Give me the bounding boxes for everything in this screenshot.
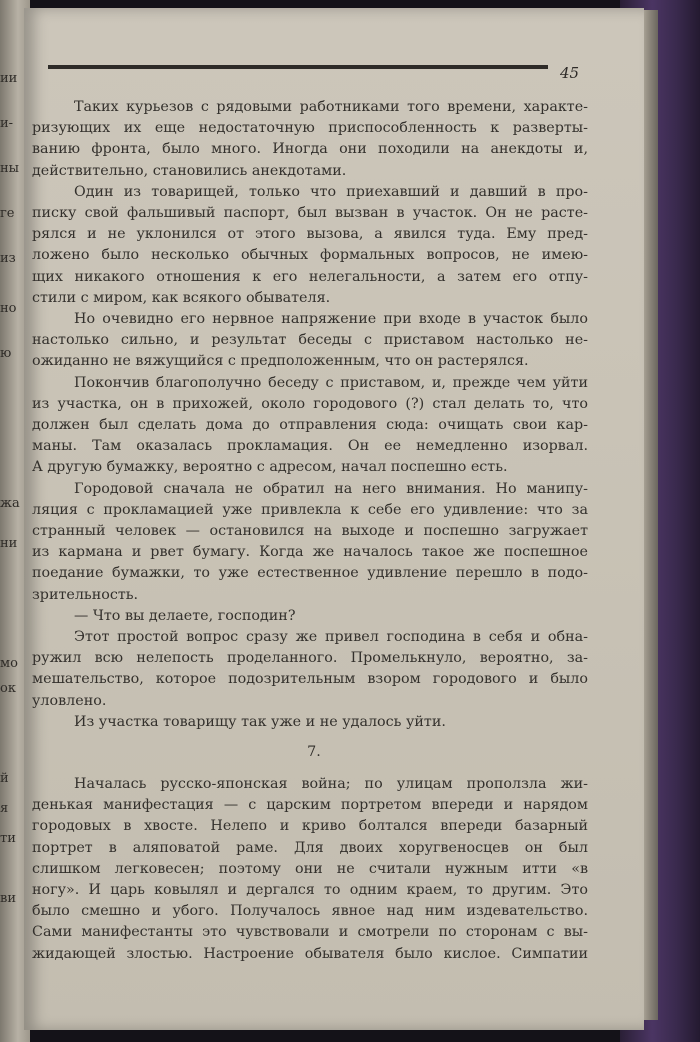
text-line: действительно, становились анекдотами. — [32, 162, 347, 179]
left-page-fragment: из — [0, 251, 16, 266]
left-page-fragment: и- — [0, 116, 14, 131]
page-text-section — [32, 774, 588, 965]
text-line: жидающей злостью. Настроение обывателя было кислое. Симпатии — [32, 945, 588, 962]
text-line: из кармана и рвет бумагу. Когда же началось такое же поспешное — [32, 544, 588, 561]
text-line: Началась русско-японская война; по улицам проползла жи- — [74, 776, 588, 792]
page-text — [32, 97, 588, 733]
text-line: уловлено. — [32, 692, 107, 709]
text-line: ружил всю нелепость проделанного. Промелькнуло, вероятно, за- — [32, 650, 588, 667]
book-page — [24, 8, 644, 1030]
text-line: — Что вы делаете, господин? — [74, 607, 296, 624]
left-page-fragment: й — [0, 771, 9, 786]
text-line: должен был сделать дома до отправления сюда: очищать свои кар- — [32, 417, 588, 434]
text-line: слишком легковесен; поэтому они не считали нужным итти «в — [32, 860, 588, 877]
left-page-fragment: ни — [0, 536, 18, 551]
text-line: ванию фронта, было много. Иногда они походили на анекдоты и, — [32, 141, 588, 158]
text-line: городовых в хвосте. Нелепо и криво болтался впереди базарный — [32, 818, 588, 835]
text-line: Из участка товарищу так уже и не удалось уйти. — [74, 713, 446, 730]
left-page-fragment: ге — [0, 206, 15, 221]
left-page-fragment: ю — [0, 346, 12, 361]
text-line: поедание бумажки, то уже естественное удивление перешло в подо- — [32, 565, 588, 582]
text-line: было смешно и убого. Получалось явное над ним издевательство. — [32, 903, 588, 920]
text-line: щих никакого отношения к его нелегальности, а затем его отпу- — [32, 268, 588, 285]
text-line: Один из товарищей, только что приехавший и давший в про- — [74, 183, 588, 200]
text-line: Таких курьезов с рядовыми работниками того времени, характе- — [74, 99, 588, 115]
left-page-fragment: ти — [0, 831, 16, 846]
section-number: 7. — [307, 744, 321, 760]
text-line: настолько сильно, и результат беседы с приставом настолько не- — [32, 332, 588, 349]
left-page-fragment: мо — [0, 656, 18, 671]
left-page-fragment: ок — [0, 681, 16, 696]
text-line: Городовой сначала не обратил на него внимания. Но манипу- — [74, 480, 588, 497]
text-line: Но очевидно его нервное напряжение при входе в участок было — [74, 311, 588, 328]
text-line: странный человек — остановился на выходе и поспешно загружает — [32, 523, 588, 540]
text-line: мешательство, которое подозрительным взором городового и было — [32, 671, 588, 688]
left-page-fragment: ны — [0, 161, 20, 176]
text-line: Сами манифестанты это чувствовали и смотрели по сторонам с вы- — [32, 924, 588, 941]
left-page-fragment: я — [0, 801, 9, 816]
text-line: денькая манифестация — с царским портретом впереди и нарядом — [32, 797, 588, 814]
text-line: А другую бумажку, вероятно с адресом, начал поспешно есть. — [32, 459, 508, 476]
text-line: зрительность. — [32, 586, 139, 603]
text-line: ожиданно не вяжущийся с предположенным, что он растерялся. — [32, 353, 529, 370]
text-line: рялся и не уклонился от этого вызова, а явился туда. Ему пред- — [32, 226, 588, 243]
left-page-fragment: ви — [0, 891, 16, 906]
left-page-fragment: жа — [0, 496, 20, 511]
text-line: ризующих их еще недостаточную приспособленность к разверты- — [32, 120, 588, 137]
text-line: ногу». И царь ковылял и дергался то одним краем, то другим. Это — [32, 882, 588, 899]
text-line: Этот простой вопрос сразу же привел господина в себя и обна- — [74, 629, 588, 646]
text-line: ляция с прокламацией уже привлекла к себе его удивление: что за — [32, 501, 588, 518]
text-line: стили с миром, как всякого обывателя. — [32, 289, 331, 306]
header-rule — [48, 65, 548, 69]
page-number: 45 — [560, 64, 580, 82]
left-page-fragment: ии — [0, 71, 18, 86]
text-line: портрет в аляповатой раме. Для двоих хоругвеносцев он был — [32, 839, 588, 856]
text-line: писку свой фальшивый паспорт, был вызван в участок. Он не расте- — [32, 205, 588, 222]
text-line: Покончив благополучно беседу с приставом, и, прежде чем уйти — [74, 374, 588, 391]
left-page-fragment: но — [0, 301, 17, 316]
text-line: маны. Там оказалась прокламация. Он ее немедленно изорвал. — [32, 438, 588, 455]
text-line: из участка, он в прихожей, около городового (?) стал делать то, что — [32, 395, 588, 412]
text-line: ложено было несколько обычных формальных вопросов, не имею- — [32, 247, 588, 264]
